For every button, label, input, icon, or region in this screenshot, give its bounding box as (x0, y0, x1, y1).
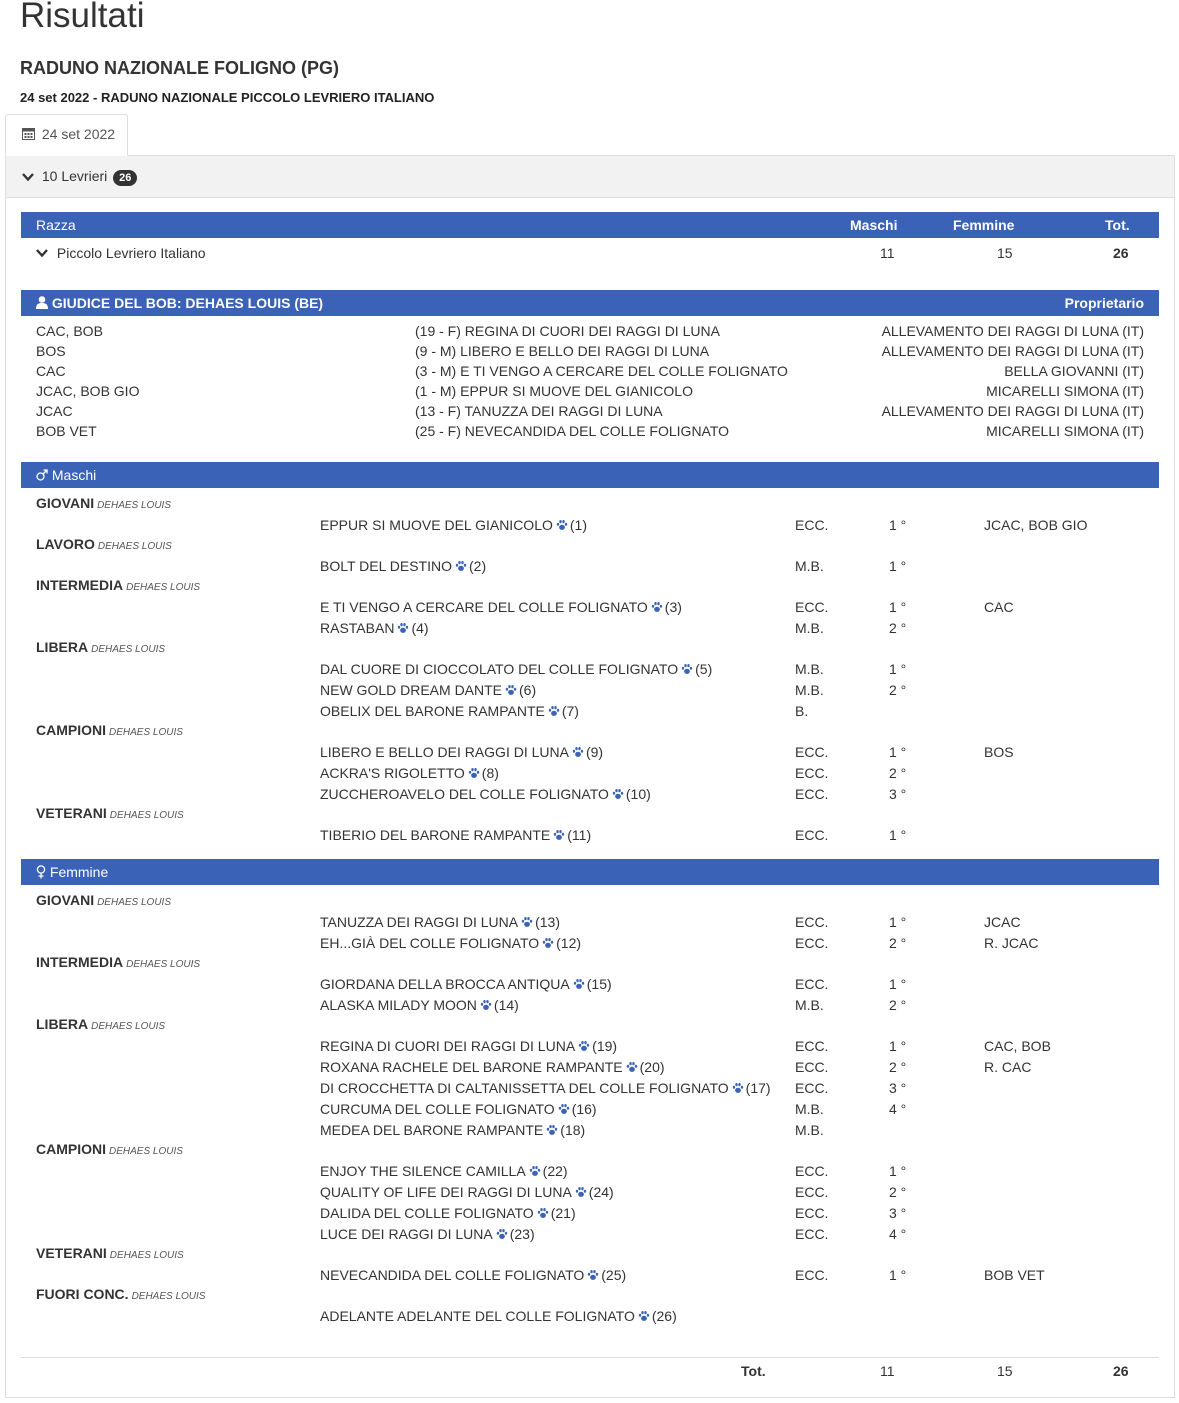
dog-name-link[interactable] (320, 1184, 614, 1201)
class-name: INTERMEDIA (36, 954, 124, 970)
qualification: ECC. (795, 1184, 829, 1200)
breed-females-count: 15 (997, 245, 1013, 261)
paw-icon (626, 1060, 638, 1076)
award: CAC, BOB (984, 1038, 1051, 1054)
placement: 1 ° (889, 1163, 907, 1179)
class-name: FUORI CONC. (36, 1286, 129, 1302)
class-name: CAMPIONI (36, 722, 106, 738)
catalog-number: (16) (571, 1101, 597, 1117)
placement: 3 ° (889, 1080, 907, 1096)
qualification: ECC. (795, 599, 829, 615)
dog-name: ADELANTE ADELANTE DEL COLLE FOLIGNATO (320, 1308, 635, 1324)
qualification: B. (795, 703, 809, 719)
dog-name: MEDEA DEL BARONE RAMPANTE (320, 1122, 544, 1138)
class-heading (36, 722, 183, 738)
breed-total-count: 26 (1113, 245, 1129, 261)
catalog-number: (15) (586, 976, 612, 992)
dog-name: REGINA DI CUORI DEI RAGGI DI LUNA (320, 1038, 576, 1054)
footer-total-count: 26 (1113, 1363, 1129, 1379)
dog-entry (0, 914, 1179, 934)
award: R. CAC (984, 1059, 1032, 1075)
bob-header (21, 290, 1159, 316)
dog-entry (0, 1184, 1179, 1204)
males-label: Maschi (51, 467, 97, 483)
class-judge: DEHAES LOUIS (109, 1250, 184, 1261)
qualification: ECC. (795, 1080, 829, 1096)
placement: 1 ° (889, 1267, 907, 1283)
class-heading (36, 805, 184, 821)
catalog-number: (5) (695, 661, 713, 677)
dog-name: ROXANA RACHELE DEL BARONE RAMPANTE (320, 1059, 623, 1075)
catalog-number: (8) (481, 765, 499, 781)
qualification: ECC. (795, 765, 829, 781)
class-heading (36, 577, 200, 593)
qualification: M.B. (795, 661, 824, 677)
bob-award-title: JCAC, BOB GIO (36, 383, 140, 399)
qualification: ECC. (795, 935, 829, 951)
class-name: LIBERA (36, 1016, 89, 1032)
catalog-number: (7) (561, 703, 579, 719)
breed-table-header (21, 212, 1159, 238)
dog-name-link[interactable] (320, 1308, 677, 1325)
event-subtitle: 24 set 2022 - RADUNO NAZIONALE PICCOLO LEVRIERO ITALIANO (20, 90, 435, 105)
qualification: ECC. (795, 914, 829, 930)
paw-icon (468, 766, 480, 782)
dog-entry (0, 1226, 1179, 1246)
paw-icon (573, 977, 585, 993)
class-heading (36, 1141, 183, 1157)
dog-name: E TI VENGO A CERCARE DEL COLLE FOLIGNATO (320, 599, 648, 615)
placement: 2 ° (889, 765, 907, 781)
catalog-number: (10) (625, 786, 651, 802)
bob-award-title: CAC (36, 363, 66, 379)
dog-name-link[interactable] (320, 786, 651, 803)
dog-entry (0, 765, 1179, 785)
catalog-number: (25) (601, 1267, 627, 1283)
class-judge: DEHAES LOUIS (97, 897, 171, 908)
class-name: LIBERA (36, 639, 89, 655)
dog-name: ENJOY THE SILENCE CAMILLA (320, 1163, 526, 1179)
total-column-header: Tot. (1105, 217, 1130, 233)
award: JCAC, BOB GIO (984, 517, 1088, 533)
class-judge: DEHAES LOUIS (97, 541, 172, 552)
bob-award-title: CAC, BOB (36, 323, 103, 339)
placement: 1 ° (889, 517, 907, 533)
qualification: ECC. (795, 1226, 829, 1242)
class-judge: DEHAES LOUIS (126, 582, 201, 593)
breed-males-count: 11 (880, 245, 895, 261)
paw-icon (542, 936, 554, 952)
class-name: GIOVANI (36, 892, 95, 908)
class-judge: DEHAES LOUIS (131, 1291, 206, 1302)
dog-name-link[interactable] (320, 1059, 665, 1076)
class-judge: DEHAES LOUIS (109, 1146, 183, 1157)
dog-entry (0, 703, 1179, 723)
catalog-number: (1) (569, 517, 587, 533)
placement: 2 ° (889, 620, 907, 636)
paw-icon (558, 1102, 570, 1118)
paw-icon (572, 745, 584, 761)
class-judge: DEHAES LOUIS (126, 959, 201, 970)
bob-dog-name[interactable]: (9 - M) LIBERO E BELLO DEI RAGGI DI LUNA (415, 343, 710, 359)
dog-name-link[interactable] (320, 744, 603, 761)
paw-icon (638, 1309, 650, 1325)
class-name: LAVORO (36, 536, 95, 552)
class-judge: DEHAES LOUIS (91, 644, 166, 655)
bob-judge-label: GIUDICE DEL BOB: DEHAES LOUIS (BE) (51, 295, 324, 311)
dog-name: BOLT DEL DESTINO (320, 558, 452, 574)
paw-icon (521, 915, 533, 931)
dog-name: NEW GOLD DREAM DANTE (320, 682, 503, 698)
dog-name: OBELIX DEL BARONE RAMPANTE (320, 703, 545, 719)
qualification: ECC. (795, 1059, 829, 1075)
award: R. JCAC (984, 935, 1039, 951)
class-judge: DEHAES LOUIS (109, 810, 184, 821)
qualification: ECC. (795, 1267, 829, 1283)
paw-icon (537, 1206, 549, 1222)
paw-icon (651, 600, 663, 616)
dog-name: DI CROCCHETTA DI CALTANISSETTA DEL COLLE FOLIGNATO (320, 1080, 729, 1096)
dog-name: EPPUR SI MUOVE DEL GIANICOLO (320, 517, 553, 533)
class-heading (36, 1245, 184, 1261)
dog-name-link[interactable] (320, 1038, 617, 1055)
dog-name-link[interactable] (320, 997, 519, 1014)
dog-entry (0, 976, 1179, 996)
dog-entry (0, 1308, 1179, 1328)
dog-entry (0, 620, 1179, 640)
dog-name-link[interactable] (320, 1163, 568, 1180)
paw-icon (496, 1227, 508, 1243)
paw-icon (548, 704, 560, 720)
females-header (21, 859, 1159, 885)
dog-name: RASTABAN (320, 620, 395, 636)
bob-dog-name[interactable]: (3 - M) E TI VENGO A CERCARE DEL COLLE FOLIGNATO (415, 363, 788, 379)
dog-name-link[interactable] (320, 765, 499, 782)
award: CAC (984, 599, 1014, 615)
dog-entry (0, 1267, 1179, 1287)
breed-column-header: Razza (36, 217, 76, 233)
footer-females-count: 15 (997, 1363, 1013, 1379)
dog-entry (0, 744, 1179, 764)
footer-divider (21, 1357, 1159, 1358)
male-icon (36, 467, 48, 483)
placement: 4 ° (889, 1101, 907, 1117)
dog-entry (0, 1038, 1179, 1058)
dog-entry (0, 517, 1179, 537)
dog-name-link[interactable] (320, 620, 429, 637)
bob-dog-name[interactable]: (13 - F) TANUZZA DEI RAGGI DI LUNA (415, 403, 663, 419)
catalog-number: (22) (542, 1163, 568, 1179)
dog-name: LUCE DEI RAGGI DI LUNA (320, 1226, 493, 1242)
catalog-number: (18) (560, 1122, 586, 1138)
dog-entry (0, 661, 1179, 681)
bob-owner: MICARELLI SIMONA (IT) (986, 383, 1144, 399)
placement: 4 ° (889, 1226, 907, 1242)
dog-name: LIBERO E BELLO DEI RAGGI DI LUNA (320, 744, 569, 760)
catalog-number: (17) (745, 1080, 771, 1096)
bob-owner: MICARELLI SIMONA (IT) (986, 423, 1144, 439)
paw-icon (575, 1185, 587, 1201)
dog-entry (0, 1122, 1179, 1142)
paw-icon (455, 559, 467, 575)
catalog-number: (23) (509, 1226, 535, 1242)
paw-icon (480, 998, 492, 1014)
catalog-number: (24) (588, 1184, 614, 1200)
dog-entry (0, 827, 1179, 847)
dog-entry (0, 599, 1179, 619)
dog-name: ALASKA MILADY MOON (320, 997, 477, 1013)
placement: 3 ° (889, 786, 907, 802)
breed-row-toggle[interactable] (36, 245, 206, 261)
dog-name: CURCUMA DEL COLLE FOLIGNATO (320, 1101, 555, 1117)
dog-name: DALIDA DEL COLLE FOLIGNATO (320, 1205, 534, 1221)
dog-name-link[interactable] (320, 599, 682, 616)
paw-icon (529, 1164, 541, 1180)
bob-owner: ALLEVAMENTO DEI RAGGI DI LUNA (IT) (881, 343, 1144, 359)
dog-name-link[interactable] (320, 976, 612, 993)
bob-owner: ALLEVAMENTO DEI RAGGI DI LUNA (IT) (881, 323, 1144, 339)
female-icon (36, 864, 46, 880)
dog-name-link[interactable] (320, 935, 581, 952)
paw-icon (553, 828, 565, 844)
placement: 1 ° (889, 1038, 907, 1054)
placement: 2 ° (889, 1059, 907, 1075)
qualification: ECC. (795, 744, 829, 760)
footer-males-count: 11 (880, 1363, 895, 1379)
group-label: 10 Levrieri (41, 168, 108, 184)
bob-award-title: BOS (36, 343, 66, 359)
catalog-number: (11) (567, 827, 592, 843)
class-heading (36, 639, 165, 655)
tab-label: 24 set 2022 (41, 126, 116, 142)
dog-entry (0, 997, 1179, 1017)
owner-column-header: Proprietario (1064, 295, 1144, 311)
paw-icon (578, 1039, 590, 1055)
dog-name: NEVECANDIDA DEL COLLE FOLIGNATO (320, 1267, 585, 1283)
paw-icon (546, 1123, 558, 1139)
class-heading (36, 1016, 165, 1032)
placement: 1 ° (889, 827, 907, 843)
class-heading (36, 536, 172, 552)
qualification: M.B. (795, 1122, 824, 1138)
placement: 1 ° (889, 914, 907, 930)
dog-name: DAL CUORE DI CIOCCOLATO DEL COLLE FOLIGNATO (320, 661, 679, 677)
dog-name: TANUZZA DEI RAGGI DI LUNA (320, 914, 519, 930)
class-judge: DEHAES LOUIS (97, 500, 171, 511)
paw-icon (612, 787, 624, 803)
dog-entry (0, 1101, 1179, 1121)
placement: 2 ° (889, 935, 907, 951)
qualification: M.B. (795, 1101, 824, 1117)
class-name: VETERANI (36, 1245, 107, 1261)
dog-name-link[interactable] (320, 914, 560, 931)
user-icon (36, 295, 48, 311)
placement: 2 ° (889, 682, 907, 698)
paw-icon (397, 621, 409, 637)
dog-name-link[interactable] (320, 1205, 576, 1222)
class-heading (36, 1286, 205, 1302)
qualification: ECC. (795, 1163, 829, 1179)
qualification: ECC. (795, 827, 829, 843)
bob-owner: BELLA GIOVANNI (IT) (1004, 363, 1144, 379)
placement: 3 ° (889, 1205, 907, 1221)
males-header (21, 462, 1159, 488)
dog-entry (0, 786, 1179, 806)
catalog-number: (2) (469, 558, 487, 574)
dog-entry (0, 1163, 1179, 1183)
class-heading (36, 954, 200, 970)
dog-name-link[interactable] (320, 517, 587, 534)
qualification: ECC. (795, 1038, 829, 1054)
catalog-number: (14) (493, 997, 519, 1013)
class-name: VETERANI (36, 805, 107, 821)
paw-icon (505, 683, 517, 699)
placement: 2 ° (889, 997, 907, 1013)
catalog-number: (13) (535, 914, 561, 930)
paw-icon (681, 662, 693, 678)
catalog-number: (26) (651, 1308, 677, 1324)
placement: 1 ° (889, 744, 907, 760)
dog-name-link[interactable] (320, 1080, 771, 1097)
placement: 1 ° (889, 976, 907, 992)
class-heading (36, 495, 171, 511)
dog-name: TIBERIO DEL BARONE RAMPANTE (320, 827, 551, 843)
dog-entry (0, 935, 1179, 955)
qualification: M.B. (795, 558, 824, 574)
award: BOB VET (984, 1267, 1045, 1283)
dog-name: GIORDANA DELLA BROCCA ANTIQUA (320, 976, 570, 992)
dog-entry (0, 558, 1179, 578)
dog-name-link[interactable] (320, 1226, 535, 1243)
dog-name-link[interactable] (320, 1101, 597, 1118)
bob-award-title: JCAC (36, 403, 73, 419)
dog-name-link[interactable] (320, 682, 536, 699)
qualification: ECC. (795, 786, 829, 802)
class-name: GIOVANI (36, 495, 95, 511)
catalog-number: (19) (592, 1038, 618, 1054)
chevron-down-icon (22, 168, 42, 184)
dog-entry (0, 1059, 1179, 1079)
class-name: CAMPIONI (36, 1141, 106, 1157)
qualification: M.B. (795, 997, 824, 1013)
paw-icon (556, 518, 568, 534)
page-title: Risultati (20, 0, 145, 35)
event-name: RADUNO NAZIONALE FOLIGNO (PG) (20, 58, 339, 78)
dog-name-link[interactable] (320, 558, 486, 575)
dog-name: ACKRA'S RIGOLETTO (320, 765, 465, 781)
class-judge: DEHAES LOUIS (91, 1021, 166, 1032)
dog-name-link[interactable] (320, 703, 579, 720)
paw-icon (587, 1268, 599, 1284)
dog-name-link[interactable] (320, 1267, 626, 1284)
catalog-number: (9) (585, 744, 604, 760)
dog-entry (0, 682, 1179, 702)
class-judge: DEHAES LOUIS (109, 727, 183, 738)
catalog-number: (6) (519, 682, 537, 698)
dog-name: ZUCCHEROAVELO DEL COLLE FOLIGNATO (320, 786, 609, 802)
placement: 1 ° (889, 661, 907, 677)
tab-date[interactable] (5, 114, 128, 156)
footer-total-label: Tot. (741, 1363, 766, 1379)
females-label: Femmine (49, 864, 109, 880)
class-heading (36, 892, 171, 908)
class-name: INTERMEDIA (36, 577, 124, 593)
bob-owner: ALLEVAMENTO DEI RAGGI DI LUNA (IT) (881, 403, 1144, 419)
males-column-header: Maschi (850, 217, 898, 233)
dog-name-link[interactable] (320, 1122, 585, 1139)
catalog-number: (12) (556, 935, 582, 951)
catalog-number: (4) (411, 620, 429, 636)
bob-dog-name[interactable]: (25 - F) NEVECANDIDA DEL COLLE FOLIGNATO (415, 423, 730, 439)
qualification: ECC. (795, 517, 829, 533)
group-toggle[interactable] (6, 156, 1174, 198)
qualification: ECC. (795, 976, 829, 992)
award: BOS (984, 744, 1014, 760)
dog-name: EH...GIÀ DEL COLLE FOLIGNATO (320, 935, 540, 951)
placement: 2 ° (889, 1184, 907, 1200)
dog-name-link[interactable] (320, 827, 591, 844)
dog-entry (0, 1080, 1179, 1100)
qualification: ECC. (795, 1205, 829, 1221)
breed-name: Piccolo Levriero Italiano (56, 245, 206, 261)
catalog-number: (20) (639, 1059, 665, 1075)
dog-name-link[interactable] (320, 661, 712, 678)
qualification: M.B. (795, 682, 824, 698)
chevron-down-icon (36, 245, 48, 261)
calendar-icon (22, 126, 42, 142)
paw-icon (732, 1081, 744, 1097)
females-column-header: Femmine (953, 217, 1015, 233)
catalog-number: (3) (664, 599, 682, 615)
group-count-badge: 26 (113, 170, 137, 186)
placement: 1 ° (889, 599, 907, 615)
placement: 1 ° (889, 558, 907, 574)
bob-award-title: BOB VET (36, 423, 97, 439)
award: JCAC (984, 914, 1021, 930)
dog-name: QUALITY OF LIFE DEI RAGGI DI LUNA (320, 1184, 572, 1200)
qualification: M.B. (795, 620, 824, 636)
bob-dog-name[interactable]: (19 - F) REGINA DI CUORI DEI RAGGI DI LUNA (415, 323, 720, 339)
dog-entry (0, 1205, 1179, 1225)
bob-dog-name[interactable]: (1 - M) EPPUR SI MUOVE DEL GIANICOLO (415, 383, 693, 399)
catalog-number: (21) (550, 1205, 576, 1221)
